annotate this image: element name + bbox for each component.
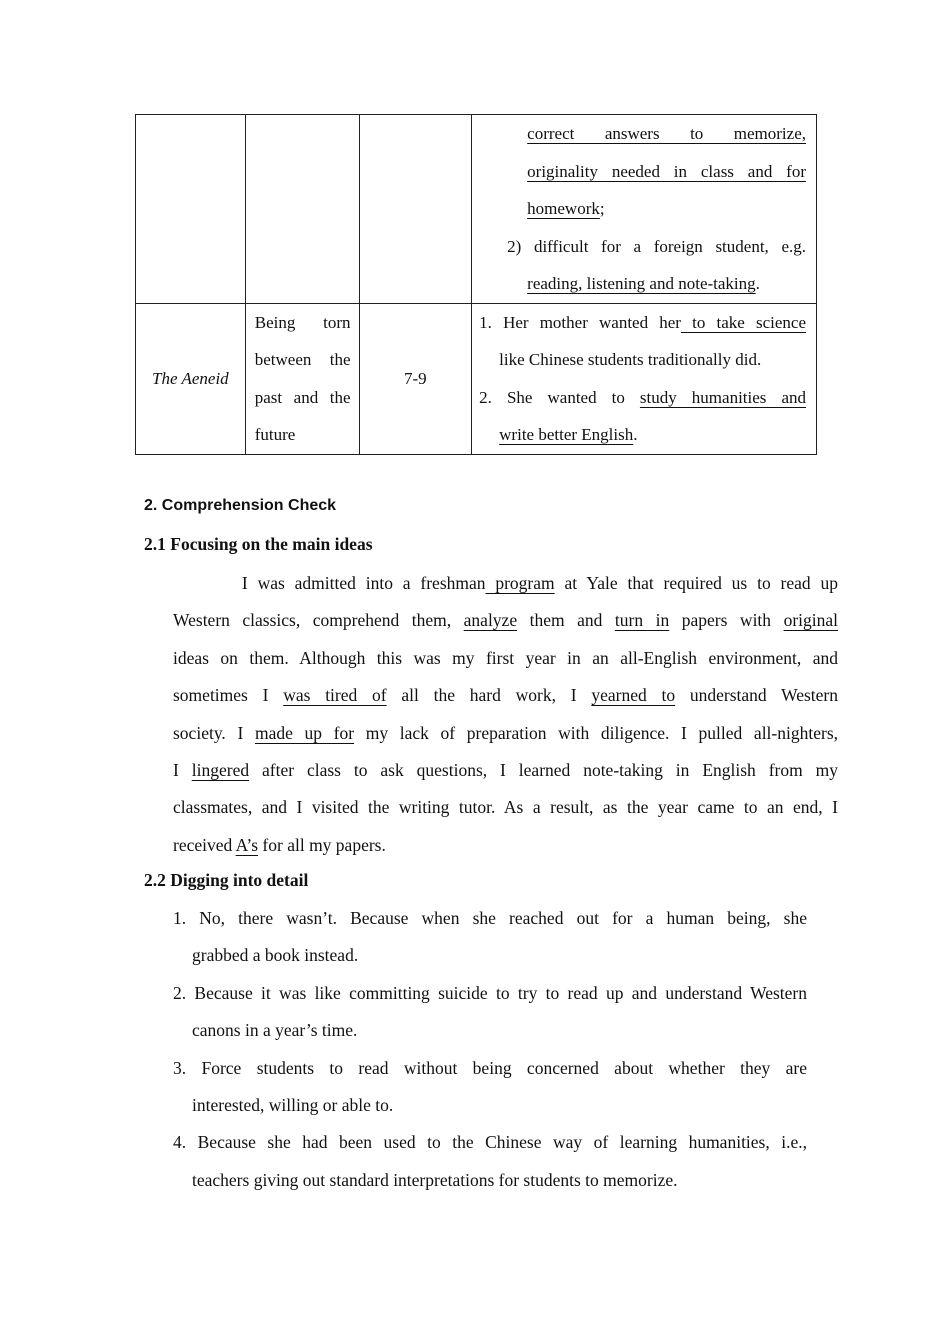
summary-line xyxy=(173,602,838,639)
list-item xyxy=(173,1050,807,1125)
underlined-phrase: was tired of xyxy=(283,685,387,706)
answer-first-line: 4. Because she had been used to the Chinese way of learning humanities, i.e., xyxy=(173,1132,807,1153)
detail-line xyxy=(479,304,806,342)
underlined-phrase: original xyxy=(783,610,838,631)
text-segment: I xyxy=(173,760,192,781)
underlined-phrase: made up for xyxy=(254,722,355,743)
text-segment: 2. She wanted to xyxy=(479,387,640,407)
answer-first-line: 2. Because it was like committing suicide to try to read up and understand Western xyxy=(173,982,807,1003)
underlined-phrase: correct answers to memorize, xyxy=(527,124,806,143)
detail-line xyxy=(527,190,806,228)
summary-line xyxy=(173,789,838,826)
table-cell-details xyxy=(472,115,817,304)
text-segment: I was admitted into a freshman xyxy=(173,573,486,593)
answer-continuation: grabbed a book instead. xyxy=(192,945,359,966)
underlined-phrase: lingered xyxy=(191,760,250,781)
text-segment: for all my papers. xyxy=(258,834,386,855)
table-cell-title xyxy=(136,303,246,454)
text-segment: papers with xyxy=(669,610,784,631)
text-segment: understand Western xyxy=(675,685,838,706)
answer-continuation: interested, willing or able to. xyxy=(192,1095,394,1116)
list-item xyxy=(173,900,807,975)
text-segment: society. I xyxy=(173,722,255,743)
subsection-heading-main-ideas: 2.1 Focusing on the main ideas xyxy=(144,534,373,554)
paragraph-range: 7-9 xyxy=(404,368,427,388)
underlined-phrase: to take science xyxy=(680,312,806,332)
underlined-phrase: analyze xyxy=(463,610,518,631)
theme-line: past and the xyxy=(254,387,351,407)
text-segment: Western classics, comprehend them, xyxy=(173,610,464,631)
list-item xyxy=(173,1124,807,1199)
answer-continuation: canons in a year’s time. xyxy=(192,1020,358,1041)
summary-line xyxy=(173,677,838,714)
detail-line xyxy=(527,265,806,303)
underlined-phrase: turn in xyxy=(614,610,670,631)
theme-text xyxy=(246,304,359,454)
summary-line xyxy=(173,715,838,752)
underlined-phrase: yearned to xyxy=(591,685,676,706)
text-segment: . xyxy=(755,274,760,293)
text-segment: like Chinese students traditionally did. xyxy=(499,350,762,369)
underlined-phrase: study humanities and xyxy=(639,387,806,407)
table-cell-paras xyxy=(359,303,472,454)
theme-line: future xyxy=(254,425,296,444)
summary-line xyxy=(173,640,838,677)
text-segment: all the hard work, I xyxy=(386,685,592,706)
text-title: The Aeneid xyxy=(152,368,229,388)
text-segment: sometimes I xyxy=(173,685,284,706)
row2-details xyxy=(472,304,816,454)
text-segment: 2) difficult for a foreign student, e.g. xyxy=(507,236,806,256)
underlined-phrase: originality needed in class and for xyxy=(527,161,806,181)
answer-list xyxy=(173,900,807,1199)
table-cell-title xyxy=(136,115,246,304)
text-segment: 1. Her mother wanted her xyxy=(479,312,681,332)
underlined-phrase: reading, listening and note-taking xyxy=(527,274,756,293)
list-item xyxy=(173,975,807,1050)
subsection-heading-detail: 2.2 Digging into detail xyxy=(144,870,309,890)
summary-line xyxy=(173,827,838,864)
detail-line xyxy=(479,341,806,379)
detail-line xyxy=(479,379,806,417)
theme-line: between the xyxy=(254,350,351,369)
table-cell-details xyxy=(472,303,817,454)
underlined-phrase: homework xyxy=(527,199,600,218)
text-segment: ideas on them. Although this was my first year in an all-English environment, and xyxy=(173,647,838,668)
table-row xyxy=(136,303,817,454)
text-segment: received xyxy=(173,834,236,855)
section-heading: 2. Comprehension Check xyxy=(144,497,337,514)
table-cell-paras xyxy=(359,115,472,304)
text-segment: them and xyxy=(517,610,615,631)
text-segment: after class to ask questions, I learned note-taking in English from my xyxy=(249,760,839,781)
detail-line xyxy=(527,153,806,191)
detail-line xyxy=(527,115,806,153)
summary-line xyxy=(173,565,838,602)
answer-first-line: 3. Force students to read without being concerned about whether they are xyxy=(173,1057,807,1078)
table-cell-theme xyxy=(245,303,359,454)
text-segment: ; xyxy=(599,199,605,218)
summary-line xyxy=(173,752,838,789)
underlined-phrase: write better English xyxy=(499,425,634,444)
table-cell-theme xyxy=(245,115,359,304)
text-structure-table xyxy=(135,114,817,455)
detail-line xyxy=(479,416,806,454)
table-row xyxy=(136,115,817,304)
detail-line xyxy=(507,228,806,266)
summary-paragraph xyxy=(173,565,838,864)
text-segment: . xyxy=(633,425,638,444)
underlined-phrase: A’s xyxy=(235,834,259,855)
text-segment: classmates, and I visited the writing tutor. As a result, as the year came to an end, I xyxy=(173,797,838,818)
answer-first-line: 1. No, there wasn’t. Because when she reached out for a human being, she xyxy=(173,908,807,928)
theme-line: Being torn xyxy=(254,312,351,332)
text-segment: my lack of preparation with diligence. I pulled all-nighters, xyxy=(354,722,838,743)
underlined-phrase: program xyxy=(485,573,555,593)
answer-continuation: teachers giving out standard interpretations for students to memorize. xyxy=(192,1169,678,1190)
row1-details xyxy=(472,115,816,303)
text-segment: at Yale that required us to read up xyxy=(554,573,838,593)
